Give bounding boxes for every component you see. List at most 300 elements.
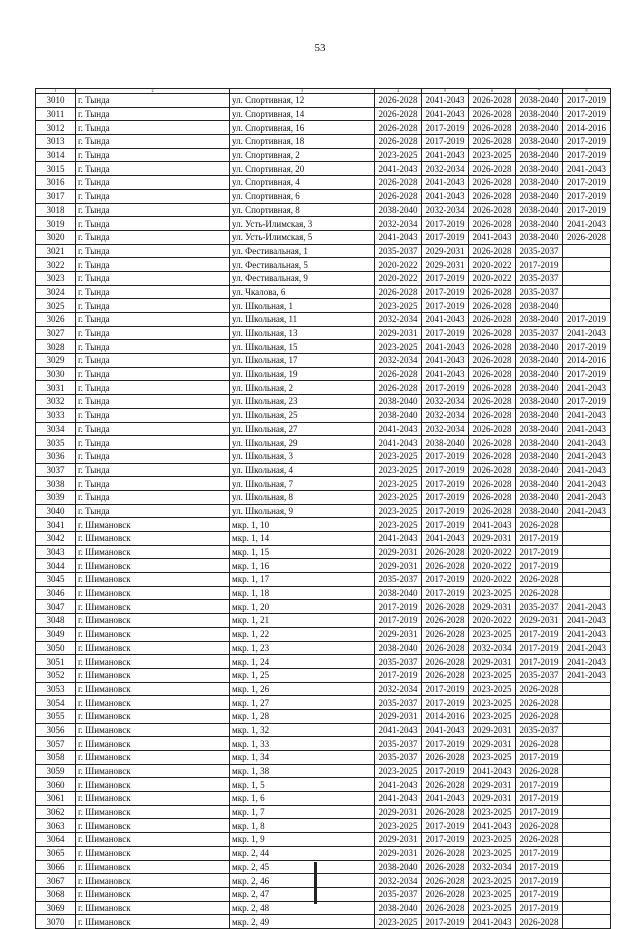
period-col-5-cell: 2026-2028 xyxy=(422,805,469,819)
period-col-5-cell: 2029-2031 xyxy=(422,258,469,272)
period-col-6-cell: 2023-2025 xyxy=(469,709,516,723)
period-col-8-cell: 2017-2019 xyxy=(563,367,611,381)
row-number-cell: 3032 xyxy=(36,395,76,409)
period-col-5-cell: 2017-2019 xyxy=(422,121,469,135)
period-col-7-cell: 2026-2028 xyxy=(516,696,563,710)
address-cell: ул. Школьная, 17 xyxy=(230,354,375,368)
table-row xyxy=(36,682,611,696)
period-col-4-cell: 2023-2025 xyxy=(375,819,422,833)
period-col-8-cell: 2017-2019 xyxy=(563,135,611,149)
address-cell: мкр. 2, 45 xyxy=(230,860,375,874)
period-col-4-cell: 2029-2031 xyxy=(375,709,422,723)
period-col-7-cell: 2026-2028 xyxy=(516,737,563,751)
period-col-8-cell xyxy=(563,915,611,929)
period-col-7-cell: 2035-2037 xyxy=(516,326,563,340)
period-col-7-cell: 2038-2040 xyxy=(516,354,563,368)
period-col-5-cell: 2017-2019 xyxy=(422,230,469,244)
period-col-6-cell: 2026-2028 xyxy=(469,299,516,313)
period-col-6-cell: 2029-2031 xyxy=(469,532,516,546)
city-name-cell: г. Тында xyxy=(76,449,230,463)
period-col-8-cell xyxy=(563,792,611,806)
row-number-cell: 3037 xyxy=(36,463,76,477)
table-row xyxy=(36,805,611,819)
column-header: 8 xyxy=(563,89,611,94)
city-name-cell: г. Тында xyxy=(76,340,230,354)
address-cell: мкр. 1, 17 xyxy=(230,573,375,587)
period-col-7-cell: 2017-2019 xyxy=(516,778,563,792)
city-name-cell: г. Шимановск xyxy=(76,559,230,573)
period-col-7-cell: 2017-2019 xyxy=(516,751,563,765)
period-col-5-cell: 2041-2043 xyxy=(422,107,469,121)
address-cell: ул. Школьная, 23 xyxy=(230,395,375,409)
period-col-5-cell: 2017-2019 xyxy=(422,135,469,149)
period-col-5-cell: 2041-2043 xyxy=(422,532,469,546)
row-number-cell: 3011 xyxy=(36,107,76,121)
period-col-6-cell: 2032-2034 xyxy=(469,641,516,655)
table-row xyxy=(36,504,611,518)
period-col-8-cell xyxy=(563,532,611,546)
period-col-7-cell: 2026-2028 xyxy=(516,573,563,587)
period-col-4-cell: 2032-2034 xyxy=(375,313,422,327)
period-col-6-cell: 2026-2028 xyxy=(469,94,516,108)
row-number-cell: 3039 xyxy=(36,490,76,504)
period-col-5-cell: 2017-2019 xyxy=(422,449,469,463)
row-number-cell: 3066 xyxy=(36,860,76,874)
city-name-cell: г. Тында xyxy=(76,162,230,176)
period-col-5-cell: 2017-2019 xyxy=(422,477,469,491)
period-col-6-cell: 2026-2028 xyxy=(469,121,516,135)
city-name-cell: г. Тында xyxy=(76,313,230,327)
row-number-cell: 3046 xyxy=(36,586,76,600)
period-col-7-cell: 2035-2037 xyxy=(516,668,563,682)
row-number-cell: 3023 xyxy=(36,271,76,285)
city-name-cell: г. Шимановск xyxy=(76,518,230,532)
address-cell: ул. Школьная, 4 xyxy=(230,463,375,477)
period-col-5-cell: 2017-2019 xyxy=(422,915,469,929)
period-col-5-cell: 2017-2019 xyxy=(422,490,469,504)
address-cell: ул. Школьная, 9 xyxy=(230,504,375,518)
period-col-4-cell: 2026-2028 xyxy=(375,176,422,190)
city-name-cell: г. Шимановск xyxy=(76,860,230,874)
city-name-cell: г. Шимановск xyxy=(76,614,230,628)
table-row xyxy=(36,395,611,409)
city-name-cell: г. Шимановск xyxy=(76,778,230,792)
period-col-6-cell: 2020-2022 xyxy=(469,545,516,559)
period-col-8-cell xyxy=(563,573,611,587)
city-name-cell: г. Тында xyxy=(76,230,230,244)
table-row xyxy=(36,627,611,641)
period-col-5-cell: 2026-2028 xyxy=(422,860,469,874)
city-name-cell: г. Шимановск xyxy=(76,846,230,860)
address-cell: ул. Школьная, 8 xyxy=(230,490,375,504)
period-col-5-cell: 2032-2034 xyxy=(422,408,469,422)
period-col-8-cell: 2017-2019 xyxy=(563,176,611,190)
table-body xyxy=(36,94,611,929)
period-col-7-cell: 2038-2040 xyxy=(516,408,563,422)
period-col-8-cell: 2014-2016 xyxy=(563,121,611,135)
row-number-cell: 3060 xyxy=(36,778,76,792)
row-number-cell: 3045 xyxy=(36,573,76,587)
row-number-cell: 3050 xyxy=(36,641,76,655)
period-col-4-cell: 2023-2025 xyxy=(375,518,422,532)
address-cell: мкр. 1, 21 xyxy=(230,614,375,628)
period-col-4-cell: 2026-2028 xyxy=(375,189,422,203)
address-cell: мкр. 1, 10 xyxy=(230,518,375,532)
row-number-cell: 3049 xyxy=(36,627,76,641)
row-number-cell: 3014 xyxy=(36,148,76,162)
period-col-6-cell: 2026-2028 xyxy=(469,367,516,381)
row-number-cell: 3043 xyxy=(36,545,76,559)
period-col-8-cell xyxy=(563,751,611,765)
table-row xyxy=(36,326,611,340)
row-number-cell: 3065 xyxy=(36,846,76,860)
row-number-cell: 3036 xyxy=(36,449,76,463)
city-name-cell: г. Шимановск xyxy=(76,874,230,888)
period-col-6-cell: 2023-2025 xyxy=(469,833,516,847)
period-col-8-cell xyxy=(563,285,611,299)
period-col-4-cell: 2038-2040 xyxy=(375,203,422,217)
city-name-cell: г. Шимановск xyxy=(76,915,230,929)
row-number-cell: 3055 xyxy=(36,709,76,723)
city-name-cell: г. Тында xyxy=(76,189,230,203)
table-row xyxy=(36,408,611,422)
period-col-8-cell xyxy=(563,723,611,737)
address-cell: мкр. 1, 7 xyxy=(230,805,375,819)
period-col-5-cell: 2041-2043 xyxy=(422,94,469,108)
period-col-8-cell: 2026-2028 xyxy=(563,230,611,244)
table-row xyxy=(36,313,611,327)
period-col-5-cell: 2017-2019 xyxy=(422,271,469,285)
period-col-6-cell: 2023-2025 xyxy=(469,887,516,901)
address-cell: мкр. 1, 15 xyxy=(230,545,375,559)
period-col-8-cell: 2041-2043 xyxy=(563,162,611,176)
period-col-4-cell: 2035-2037 xyxy=(375,696,422,710)
period-col-4-cell: 2032-2034 xyxy=(375,874,422,888)
address-cell: ул. Спортивная, 6 xyxy=(230,189,375,203)
city-name-cell: г. Тында xyxy=(76,354,230,368)
column-header: 6 xyxy=(469,89,516,94)
period-col-7-cell: 2017-2019 xyxy=(516,627,563,641)
address-cell: ул. Школьная, 1 xyxy=(230,299,375,313)
period-col-8-cell: 2041-2043 xyxy=(563,381,611,395)
period-col-8-cell xyxy=(563,559,611,573)
address-cell: мкр. 1, 16 xyxy=(230,559,375,573)
row-number-cell: 3069 xyxy=(36,901,76,915)
period-col-8-cell: 2041-2043 xyxy=(563,477,611,491)
table-row xyxy=(36,751,611,765)
period-col-4-cell: 2026-2028 xyxy=(375,107,422,121)
period-col-4-cell: 2023-2025 xyxy=(375,490,422,504)
table-row xyxy=(36,819,611,833)
city-name-cell: г. Тында xyxy=(76,94,230,108)
period-col-4-cell: 2026-2028 xyxy=(375,381,422,395)
address-cell: ул. Фестивальная, 1 xyxy=(230,244,375,258)
row-number-cell: 3018 xyxy=(36,203,76,217)
period-col-4-cell: 2029-2031 xyxy=(375,545,422,559)
period-col-6-cell: 2026-2028 xyxy=(469,490,516,504)
period-col-7-cell: 2038-2040 xyxy=(516,490,563,504)
table-row xyxy=(36,354,611,368)
city-name-cell: г. Тында xyxy=(76,477,230,491)
period-col-5-cell: 2041-2043 xyxy=(422,354,469,368)
period-col-7-cell: 2026-2028 xyxy=(516,586,563,600)
period-col-4-cell: 2026-2028 xyxy=(375,135,422,149)
period-col-7-cell: 2038-2040 xyxy=(516,148,563,162)
period-col-5-cell: 2032-2034 xyxy=(422,203,469,217)
period-col-7-cell: 2029-2031 xyxy=(516,614,563,628)
scan-mark xyxy=(314,862,317,904)
row-number-cell: 3068 xyxy=(36,887,76,901)
period-col-8-cell xyxy=(563,682,611,696)
period-col-7-cell: 2038-2040 xyxy=(516,367,563,381)
period-col-6-cell: 2026-2028 xyxy=(469,408,516,422)
table-row xyxy=(36,217,611,231)
period-col-7-cell: 2038-2040 xyxy=(516,395,563,409)
table-row xyxy=(36,668,611,682)
period-col-6-cell: 2023-2025 xyxy=(469,874,516,888)
period-col-8-cell xyxy=(563,819,611,833)
period-col-8-cell xyxy=(563,901,611,915)
period-col-6-cell: 2026-2028 xyxy=(469,313,516,327)
table-row xyxy=(36,121,611,135)
row-number-cell: 3026 xyxy=(36,313,76,327)
period-col-7-cell: 2026-2028 xyxy=(516,764,563,778)
period-col-5-cell: 2017-2019 xyxy=(422,326,469,340)
city-name-cell: г. Шимановск xyxy=(76,723,230,737)
row-number-cell: 3034 xyxy=(36,422,76,436)
period-col-4-cell: 2035-2037 xyxy=(375,887,422,901)
period-col-4-cell: 2038-2040 xyxy=(375,408,422,422)
period-col-8-cell xyxy=(563,709,611,723)
table-row xyxy=(36,860,611,874)
row-number-cell: 3042 xyxy=(36,532,76,546)
period-col-5-cell: 2017-2019 xyxy=(422,833,469,847)
period-col-7-cell: 2038-2040 xyxy=(516,217,563,231)
period-col-6-cell: 2026-2028 xyxy=(469,436,516,450)
city-name-cell: г. Тында xyxy=(76,135,230,149)
period-col-5-cell: 2026-2028 xyxy=(422,641,469,655)
row-number-cell: 3070 xyxy=(36,915,76,929)
table-row xyxy=(36,833,611,847)
period-col-8-cell xyxy=(563,887,611,901)
period-col-8-cell: 2041-2043 xyxy=(563,436,611,450)
column-header: 3 xyxy=(230,89,375,94)
city-name-cell: г. Шимановск xyxy=(76,586,230,600)
period-col-7-cell: 2026-2028 xyxy=(516,682,563,696)
row-number-cell: 3019 xyxy=(36,217,76,231)
period-col-6-cell: 2029-2031 xyxy=(469,792,516,806)
period-col-6-cell: 2026-2028 xyxy=(469,340,516,354)
period-col-6-cell: 2026-2028 xyxy=(469,107,516,121)
address-cell: ул. Фестивальная, 5 xyxy=(230,258,375,272)
period-col-7-cell: 2026-2028 xyxy=(516,833,563,847)
city-name-cell: г. Тында xyxy=(76,258,230,272)
period-col-4-cell: 2023-2025 xyxy=(375,299,422,313)
period-col-7-cell: 2035-2037 xyxy=(516,244,563,258)
period-col-7-cell: 2017-2019 xyxy=(516,901,563,915)
period-col-4-cell: 2038-2040 xyxy=(375,641,422,655)
table-row xyxy=(36,532,611,546)
row-number-cell: 3016 xyxy=(36,176,76,190)
city-name-cell: г. Тында xyxy=(76,436,230,450)
city-name-cell: г. Тында xyxy=(76,148,230,162)
period-col-6-cell: 2026-2028 xyxy=(469,285,516,299)
table-row xyxy=(36,449,611,463)
period-col-8-cell: 2017-2019 xyxy=(563,107,611,121)
table-row xyxy=(36,518,611,532)
period-col-6-cell: 2026-2028 xyxy=(469,189,516,203)
period-col-6-cell: 2023-2025 xyxy=(469,627,516,641)
period-col-8-cell: 2041-2043 xyxy=(563,490,611,504)
row-number-cell: 3010 xyxy=(36,94,76,108)
address-cell: мкр. 1, 18 xyxy=(230,586,375,600)
period-col-4-cell: 2023-2025 xyxy=(375,463,422,477)
city-name-cell: г. Шимановск xyxy=(76,805,230,819)
address-cell: ул. Школьная, 7 xyxy=(230,477,375,491)
city-name-cell: г. Тында xyxy=(76,176,230,190)
period-col-8-cell: 2017-2019 xyxy=(563,148,611,162)
table-row xyxy=(36,573,611,587)
period-col-8-cell xyxy=(563,833,611,847)
address-cell: мкр. 1, 25 xyxy=(230,668,375,682)
row-number-cell: 3061 xyxy=(36,792,76,806)
period-col-4-cell: 2032-2034 xyxy=(375,354,422,368)
column-header: 4 xyxy=(375,89,422,94)
period-col-5-cell: 2026-2028 xyxy=(422,751,469,765)
period-col-6-cell: 2041-2043 xyxy=(469,518,516,532)
table-row xyxy=(36,614,611,628)
table-row xyxy=(36,559,611,573)
period-col-5-cell: 2017-2019 xyxy=(422,299,469,313)
period-col-5-cell: 2017-2019 xyxy=(422,217,469,231)
period-col-6-cell: 2023-2025 xyxy=(469,682,516,696)
period-col-7-cell: 2017-2019 xyxy=(516,860,563,874)
address-cell: мкр. 1, 33 xyxy=(230,737,375,751)
row-number-cell: 3012 xyxy=(36,121,76,135)
period-col-6-cell: 2026-2028 xyxy=(469,477,516,491)
period-col-8-cell: 2017-2019 xyxy=(563,94,611,108)
period-col-7-cell: 2017-2019 xyxy=(516,887,563,901)
period-col-7-cell: 2038-2040 xyxy=(516,504,563,518)
city-name-cell: г. Шимановск xyxy=(76,532,230,546)
period-col-7-cell: 2017-2019 xyxy=(516,545,563,559)
address-cell: мкр. 2, 47 xyxy=(230,887,375,901)
city-name-cell: г. Тында xyxy=(76,203,230,217)
period-col-5-cell: 2041-2043 xyxy=(422,367,469,381)
address-cell: мкр. 1, 34 xyxy=(230,751,375,765)
row-number-cell: 3031 xyxy=(36,381,76,395)
period-col-8-cell: 2041-2043 xyxy=(563,449,611,463)
address-cell: ул. Усть-Илимская, 3 xyxy=(230,217,375,231)
city-name-cell: г. Шимановск xyxy=(76,764,230,778)
row-number-cell: 3029 xyxy=(36,354,76,368)
period-col-8-cell: 2017-2019 xyxy=(563,203,611,217)
table-row xyxy=(36,285,611,299)
period-col-8-cell xyxy=(563,586,611,600)
address-cell: мкр. 1, 27 xyxy=(230,696,375,710)
row-number-cell: 3051 xyxy=(36,655,76,669)
period-col-8-cell xyxy=(563,846,611,860)
period-col-7-cell: 2038-2040 xyxy=(516,381,563,395)
row-number-cell: 3013 xyxy=(36,135,76,149)
row-number-cell: 3020 xyxy=(36,230,76,244)
address-cell: ул. Спортивная, 20 xyxy=(230,162,375,176)
row-number-cell: 3064 xyxy=(36,833,76,847)
schedule-table xyxy=(35,88,611,929)
period-col-4-cell: 2029-2031 xyxy=(375,833,422,847)
row-number-cell: 3017 xyxy=(36,189,76,203)
period-col-4-cell: 2041-2043 xyxy=(375,778,422,792)
table-row xyxy=(36,641,611,655)
period-col-5-cell: 2032-2034 xyxy=(422,162,469,176)
column-header: 7 xyxy=(516,89,563,94)
city-name-cell: г. Шимановск xyxy=(76,819,230,833)
period-col-4-cell: 2041-2043 xyxy=(375,723,422,737)
period-col-5-cell: 2029-2031 xyxy=(422,244,469,258)
period-col-4-cell: 2023-2025 xyxy=(375,449,422,463)
city-name-cell: г. Тында xyxy=(76,271,230,285)
address-cell: мкр. 1, 23 xyxy=(230,641,375,655)
period-col-6-cell: 2023-2025 xyxy=(469,901,516,915)
period-col-6-cell: 2023-2025 xyxy=(469,696,516,710)
address-cell: мкр. 1, 38 xyxy=(230,764,375,778)
address-cell: мкр. 1, 22 xyxy=(230,627,375,641)
city-name-cell: г. Тында xyxy=(76,381,230,395)
address-cell: мкр. 1, 14 xyxy=(230,532,375,546)
period-col-7-cell: 2038-2040 xyxy=(516,203,563,217)
period-col-4-cell: 2035-2037 xyxy=(375,573,422,587)
period-col-6-cell: 2020-2022 xyxy=(469,573,516,587)
column-header: 2 xyxy=(76,89,230,94)
period-col-5-cell: 2026-2028 xyxy=(422,614,469,628)
period-col-4-cell: 2035-2037 xyxy=(375,737,422,751)
period-col-4-cell: 2041-2043 xyxy=(375,230,422,244)
row-number-cell: 3044 xyxy=(36,559,76,573)
period-col-7-cell: 2017-2019 xyxy=(516,258,563,272)
period-col-5-cell: 2017-2019 xyxy=(422,682,469,696)
period-col-6-cell: 2023-2025 xyxy=(469,668,516,682)
period-col-6-cell: 2029-2031 xyxy=(469,723,516,737)
column-header: 5 xyxy=(422,89,469,94)
address-cell: мкр. 1, 24 xyxy=(230,655,375,669)
period-col-8-cell xyxy=(563,244,611,258)
row-number-cell: 3059 xyxy=(36,764,76,778)
period-col-8-cell: 2041-2043 xyxy=(563,463,611,477)
period-col-8-cell xyxy=(563,518,611,532)
row-number-cell: 3053 xyxy=(36,682,76,696)
address-cell: ул. Чкалова, 6 xyxy=(230,285,375,299)
city-name-cell: г. Тында xyxy=(76,463,230,477)
period-col-8-cell: 2041-2043 xyxy=(563,641,611,655)
period-col-8-cell: 2014-2016 xyxy=(563,354,611,368)
period-col-4-cell: 2020-2022 xyxy=(375,258,422,272)
period-col-7-cell: 2038-2040 xyxy=(516,477,563,491)
period-col-7-cell: 2038-2040 xyxy=(516,436,563,450)
table-row xyxy=(36,162,611,176)
period-col-7-cell: 2038-2040 xyxy=(516,230,563,244)
address-cell: ул. Школьная, 27 xyxy=(230,422,375,436)
city-name-cell: г. Шимановск xyxy=(76,655,230,669)
period-col-4-cell: 2017-2019 xyxy=(375,614,422,628)
period-col-5-cell: 2026-2028 xyxy=(422,874,469,888)
address-cell: ул. Школьная, 29 xyxy=(230,436,375,450)
city-name-cell: г. Шимановск xyxy=(76,668,230,682)
city-name-cell: г. Тында xyxy=(76,244,230,258)
period-col-4-cell: 2023-2025 xyxy=(375,504,422,518)
period-col-8-cell xyxy=(563,696,611,710)
period-col-4-cell: 2023-2025 xyxy=(375,477,422,491)
table-row xyxy=(36,874,611,888)
